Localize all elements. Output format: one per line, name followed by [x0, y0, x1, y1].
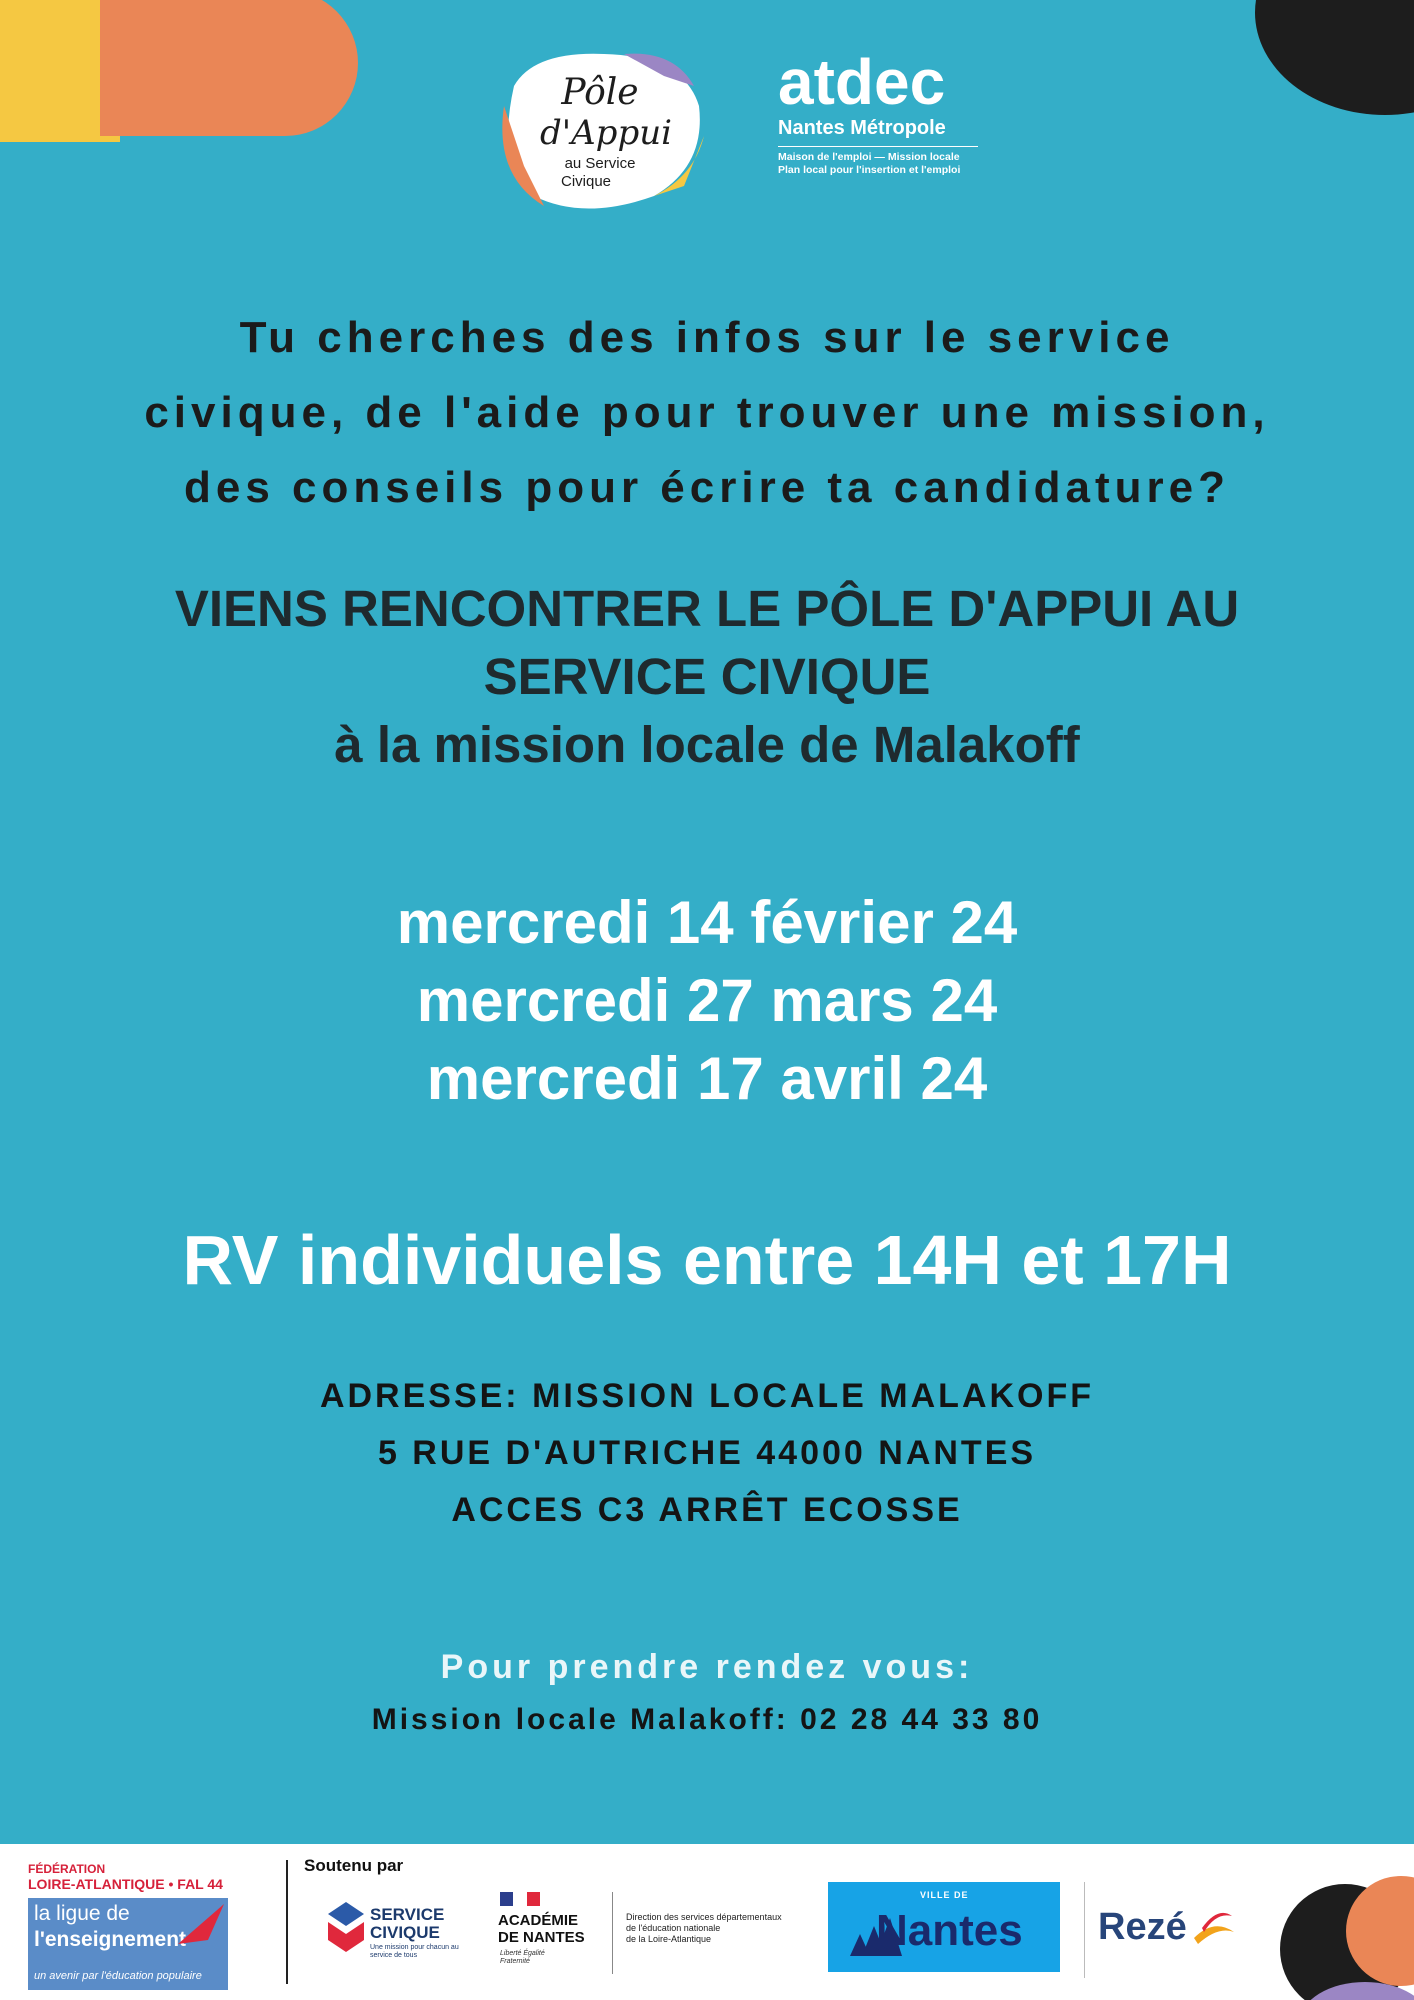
- service-civique-line1: SERVICE: [370, 1905, 445, 1924]
- atdec-name: atdec: [778, 46, 946, 118]
- academie-nantes-text: [498, 1912, 585, 1946]
- fal-region-label: LOIRE-ATLANTIQUE • FAL 44: [28, 1876, 223, 1892]
- academie-line2: DE NANTES: [498, 1929, 585, 1946]
- address-line-1: ADRESSE: MISSION LOCALE MALAKOFF: [319, 1377, 1095, 1415]
- ligue-tagline: un avenir par l'éducation populaire: [34, 1970, 202, 1982]
- academie-line1: ACADÉMIE: [498, 1912, 579, 1929]
- date-3: mercredi 17 avril 24: [426, 1045, 988, 1112]
- pole-logo-line4: Civique: [560, 173, 612, 190]
- intro-line-2: civique, de l'aide pour trouver une mission,: [144, 388, 1270, 437]
- atdec-logo: [778, 46, 1008, 190]
- ligue-enseignement-logo: [28, 1898, 228, 1990]
- appointment-hours: RV individuels entre 14H et 17H: [182, 1221, 1232, 1299]
- pole-logo-line3: au Service: [564, 155, 636, 172]
- footer-divider: [286, 1860, 288, 1984]
- dates-list: [40, 884, 1374, 1118]
- republique-flag-icon: [500, 1892, 540, 1906]
- direction-line2: de l'éducation nationale: [626, 1923, 721, 1933]
- fal-federation-label: FÉDÉRATION: [28, 1862, 106, 1876]
- direction-line3: de la Loire-Atlantique: [626, 1934, 712, 1944]
- contact-phone: Mission locale Malakoff: 02 28 44 33 80: [371, 1703, 1043, 1736]
- atdec-divider: [778, 146, 978, 147]
- supported-by-label: Soutenu par: [304, 1856, 404, 1875]
- service-civique-line2: CIVIQUE: [370, 1923, 440, 1942]
- footer-partners: [0, 1844, 1414, 2000]
- intro-question: [40, 300, 1374, 525]
- contact-title: Pour prendre rendez vous:: [440, 1648, 974, 1686]
- reze-divider: [1084, 1882, 1085, 1978]
- nantes-wordmark: Nantes: [876, 1906, 1023, 1955]
- ligue-line-1: la ligue de: [34, 1902, 130, 1925]
- headline: [40, 575, 1374, 779]
- address-line-3: ACCES C3 ARRÊT ECOSSE: [451, 1491, 963, 1529]
- atdec-small-line1: Maison de l'emploi — Mission locale: [778, 151, 960, 163]
- reze-flame-icon: [1188, 1898, 1240, 1950]
- ligue-arrow-icon: [178, 1904, 224, 1944]
- pole-appui-logo: [494, 46, 706, 216]
- decorative-black-circle: [1255, 0, 1414, 115]
- ligue-line-2: l'enseignement: [34, 1928, 187, 1951]
- service-civique-text: [370, 1906, 444, 1942]
- service-civique-tagline: Une mission pour chacun au service de tous: [370, 1944, 459, 1959]
- direction-line1: Direction des services départementaux: [626, 1912, 782, 1922]
- pole-logo-line1: Pôle: [561, 72, 639, 113]
- ville-de-label: VILLE DE: [920, 1890, 969, 1900]
- academie-divider: [612, 1892, 613, 1974]
- intro-line-1: Tu cherches des infos sur le service: [239, 313, 1175, 362]
- service-civique-icon: [326, 1900, 366, 1964]
- address-block: [40, 1368, 1374, 1539]
- intro-line-3: des conseils pour écrire ta candidature?: [183, 463, 1231, 512]
- headline-line-1: VIENS RENCONTRER LE PÔLE D'APPUI AU: [174, 580, 1240, 637]
- headline-line-2: SERVICE CIVIQUE: [483, 648, 931, 705]
- address-line-2: 5 RUE D'AUTRICHE 44000 NANTES: [377, 1434, 1037, 1472]
- date-2: mercredi 27 mars 24: [416, 967, 998, 1034]
- atdec-small-line2: Plan local pour l'insertion et l'emploi: [778, 164, 961, 176]
- academie-motto: Liberté Égalité Fraternité: [500, 1950, 545, 1965]
- decorative-orange-pill: [100, 0, 358, 136]
- pole-logo-line2: d'Appui: [540, 113, 672, 153]
- direction-services-text: [626, 1912, 782, 1945]
- headline-line-3: à la mission locale de Malakoff: [334, 716, 1080, 773]
- atdec-subtitle: Nantes Métropole: [778, 117, 946, 139]
- reze-wordmark: Rezé: [1098, 1906, 1187, 1948]
- date-1: mercredi 14 février 24: [396, 889, 1018, 956]
